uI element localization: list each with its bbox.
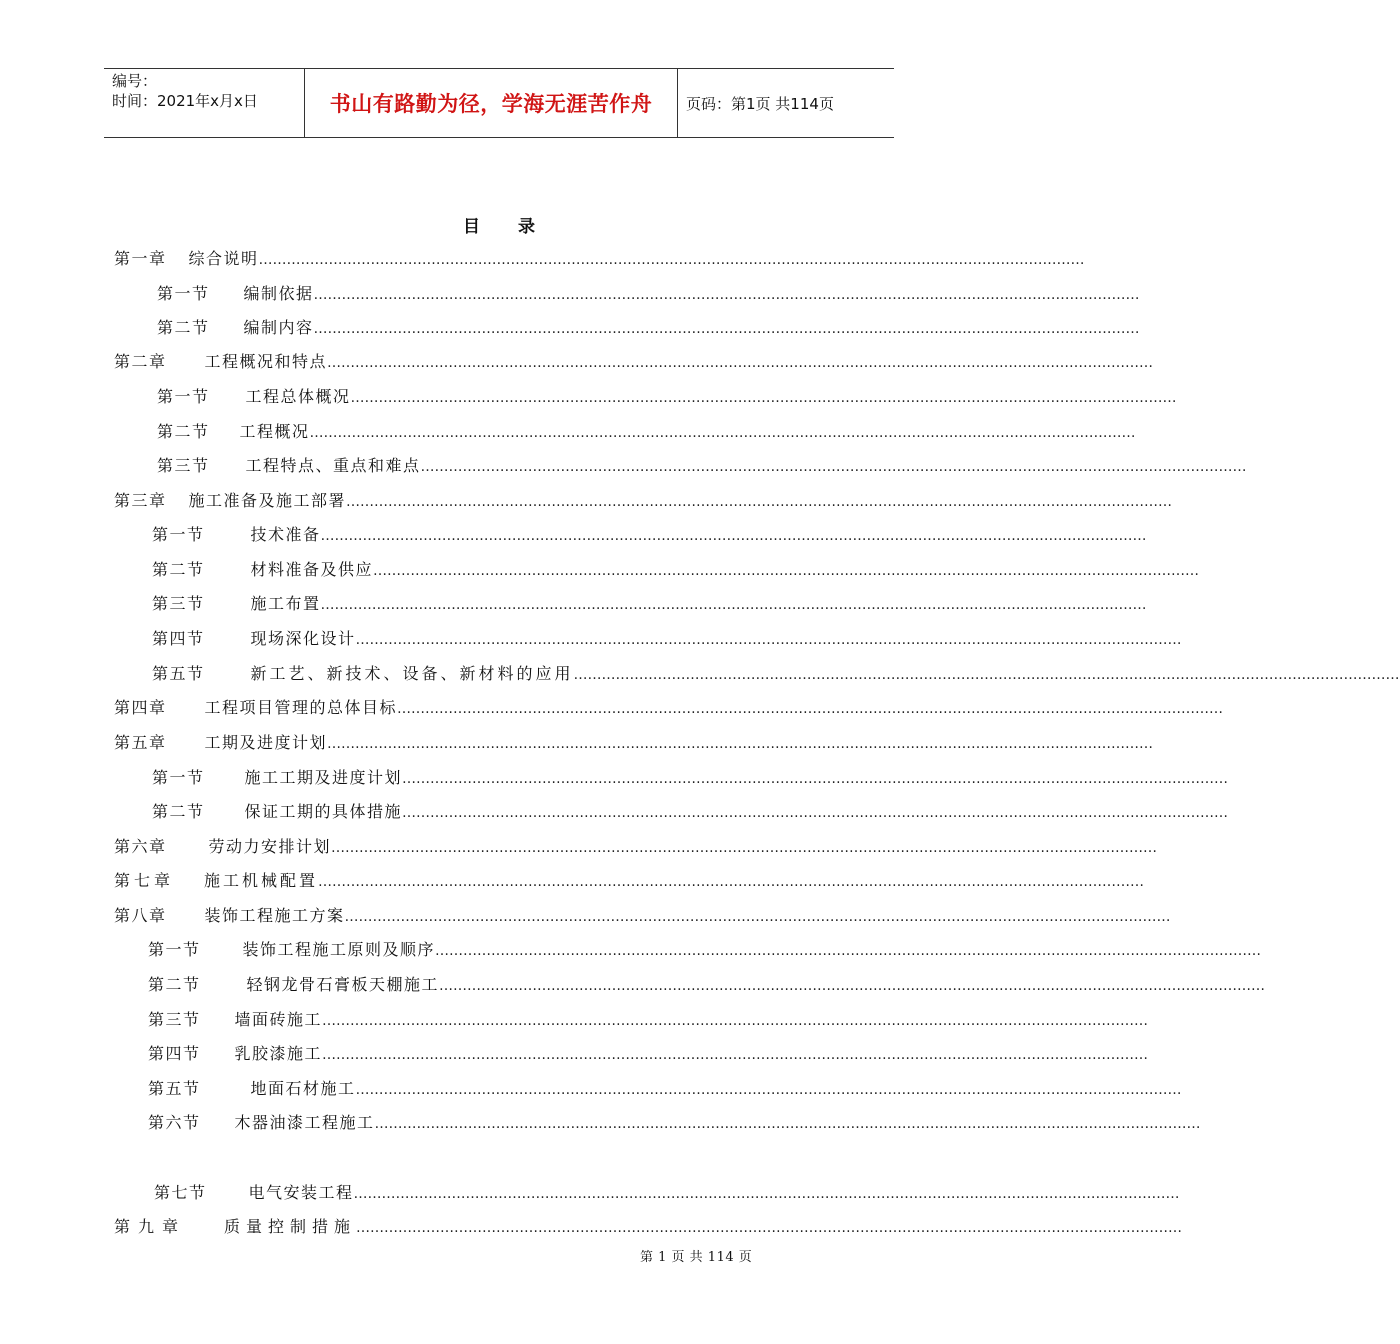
toc-entry-title: 地面石材施工 xyxy=(250,1079,356,1098)
toc-entry[interactable] xyxy=(148,1110,1201,1134)
toc-entry-title: 施工工期及进度计划 xyxy=(244,768,403,787)
header-meta-cell xyxy=(104,69,305,137)
toc-entry-number: 第一节 xyxy=(152,768,205,787)
toc-entry-number: 第五节 xyxy=(148,1079,201,1098)
toc-entry-number: 第二节 xyxy=(148,975,201,994)
toc-entry[interactable] xyxy=(157,281,1140,305)
toc-leader-dots: …………………………………………………………………………………………………………………………………………………………… xyxy=(350,390,1177,406)
toc-leader-dots: …………………………………………………………………………………………………………………………………………………………… xyxy=(309,425,1136,441)
toc-entry-number: 第三章 xyxy=(114,491,167,510)
toc-entry-number: 第四节 xyxy=(152,629,205,648)
toc-leader-dots: …………………………………………………………………………………………………………………………………………………………… xyxy=(322,1047,1149,1063)
toc-entry-title: 质量控制措施 xyxy=(224,1217,357,1236)
toc-entry-title: 综合说明 xyxy=(188,249,259,268)
toc-entry[interactable] xyxy=(114,246,1085,270)
code-label: 编号： xyxy=(112,72,158,90)
toc-entry[interactable] xyxy=(154,1180,1180,1204)
toc-entry-title: 木器油漆工程施工 xyxy=(234,1113,375,1132)
toc-entry-number: 第一节 xyxy=(157,387,210,406)
toc-entry-number: 第一节 xyxy=(152,525,205,544)
toc-entry-title: 现场深化设计 xyxy=(250,629,356,648)
toc-leader-dots: …………………………………………………………………………………………………………………………………………………………… xyxy=(313,321,1140,337)
document-header xyxy=(104,68,894,138)
toc-entry-title: 新工艺、新技术、设备、新材料的应用 xyxy=(250,664,574,683)
toc-entry[interactable] xyxy=(152,765,1229,789)
header-motto-cell xyxy=(305,69,678,137)
toc-entry[interactable] xyxy=(148,972,1266,996)
toc-entry-title: 施工布置 xyxy=(250,594,321,613)
toc-entry[interactable] xyxy=(157,315,1140,339)
toc-entry-number: 第四章 xyxy=(114,698,167,717)
toc-leader-dots: …………………………………………………………………………………………………………………………………………………………… xyxy=(327,355,1154,371)
toc-leader-dots: …………………………………………………………………………………………………………………………………………………………… xyxy=(402,771,1229,787)
toc-title-char: 录 xyxy=(518,217,535,237)
toc-entry[interactable] xyxy=(148,937,1262,961)
toc-entry[interactable] xyxy=(148,1076,1182,1100)
toc-entry-title: 电气安装工程 xyxy=(248,1183,354,1202)
toc-leader-dots: …………………………………………………………………………………………………………………………………………………………… xyxy=(353,1186,1180,1202)
toc-leader-dots: …………………………………………………………………………………………………………………………………………………………… xyxy=(313,287,1140,303)
toc-entry-title: 墙面砖施工 xyxy=(234,1010,323,1029)
toc-entry-number: 第八章 xyxy=(114,906,167,925)
toc-leader-dots: …………………………………………………………………………………………………………………………………………………………… xyxy=(402,805,1229,821)
toc-entry-title: 施工机械配置 xyxy=(204,871,319,890)
toc-entry[interactable] xyxy=(114,349,1154,373)
page-footer: 第 1 页 共 114 页 xyxy=(640,1250,753,1265)
toc-leader-dots: …………………………………………………………………………………………………………………………………………………………… xyxy=(331,840,1158,856)
toc-title-char: 目 xyxy=(463,217,480,237)
page-label: 页码：第1页 共114页 xyxy=(686,94,834,113)
toc-entry-title: 编制依据 xyxy=(243,284,314,303)
toc-entry[interactable] xyxy=(114,868,1145,892)
toc-entry[interactable] xyxy=(152,557,1200,581)
toc-entry-title: 编制内容 xyxy=(243,318,314,337)
toc-entry[interactable] xyxy=(114,488,1173,512)
toc-leader-dots: …………………………………………………………………………………………………………………………………………………………… xyxy=(320,528,1147,544)
toc-entry-number: 第二节 xyxy=(152,560,205,579)
toc-entry-title: 工程特点、重点和难点 xyxy=(245,456,421,475)
toc-entry-number: 第七章 xyxy=(114,871,175,890)
toc-entry-title: 材料准备及供应 xyxy=(250,560,374,579)
header-page-cell xyxy=(678,69,894,137)
toc-entry-title: 工程概况 xyxy=(239,422,310,441)
toc-leader-dots: …………………………………………………………………………………………………………………………………………………………… xyxy=(355,1082,1182,1098)
toc-entry-number: 第六章 xyxy=(114,837,167,856)
toc-entry[interactable] xyxy=(157,419,1136,443)
toc-entry-number: 第一节 xyxy=(148,940,201,959)
toc-leader-dots: …………………………………………………………………………………………………………………………………………………………… xyxy=(573,667,1400,683)
toc-entry[interactable] xyxy=(152,799,1229,823)
toc-entry-number: 第五章 xyxy=(114,733,167,752)
toc-leader-dots: …………………………………………………………………………………………………………………………………………………………… xyxy=(374,1116,1201,1132)
toc-entry[interactable] xyxy=(152,591,1147,615)
toc-entry-number: 第七节 xyxy=(154,1183,207,1202)
toc-entry-number: 第一节 xyxy=(157,284,210,303)
toc-leader-dots: …………………………………………………………………………………………………………………………………………………………… xyxy=(420,459,1247,475)
toc-entry-number: 第三节 xyxy=(152,594,205,613)
toc-entry-title: 工期及进度计划 xyxy=(204,733,328,752)
toc-entry[interactable] xyxy=(157,453,1247,477)
toc-leader-dots: …………………………………………………………………………………………………………………………………………………………… xyxy=(318,874,1145,890)
toc-entry-number: 第五节 xyxy=(152,664,205,683)
toc-entry[interactable] xyxy=(114,834,1158,858)
toc-entry-title: 施工准备及施工部署 xyxy=(188,491,347,510)
toc-entry[interactable] xyxy=(148,1007,1149,1031)
toc-entry[interactable] xyxy=(152,626,1182,650)
toc-entry[interactable] xyxy=(148,1041,1149,1065)
toc-leader-dots: …………………………………………………………………………………………………………………………………………………………… xyxy=(320,597,1147,613)
toc-leader-dots: …………………………………………………………………………………………………………………………………………………………… xyxy=(355,632,1182,648)
toc-leader-dots: …………………………………………………………………………………………………………………………………………………………… xyxy=(258,252,1085,268)
toc-entry-number: 第九章 xyxy=(114,1217,187,1236)
toc-entry-number: 第三节 xyxy=(148,1010,201,1029)
toc-entry-title: 劳动力安排计划 xyxy=(208,837,332,856)
toc-entry[interactable] xyxy=(114,695,1224,719)
toc-entry[interactable] xyxy=(157,384,1177,408)
toc-leader-dots: …………………………………………………………………………………………………………………………………………………………… xyxy=(439,978,1266,994)
toc-leader-dots: …………………………………………………………………………………………………………………………………………………………… xyxy=(322,1013,1149,1029)
toc-entry-title: 技术准备 xyxy=(250,525,321,544)
toc-entry-number: 第六节 xyxy=(148,1113,201,1132)
toc-leader-dots: …………………………………………………………………………………………………………………………………………………………… xyxy=(356,1220,1183,1236)
toc-entry[interactable] xyxy=(114,903,1171,927)
toc-leader-dots: …………………………………………………………………………………………………………………………………………………………… xyxy=(344,909,1171,925)
toc-entry-title: 装饰工程施工方案 xyxy=(204,906,345,925)
toc-entry-number: 第二章 xyxy=(114,352,167,371)
toc-entry-number: 第二节 xyxy=(157,422,210,441)
toc-entry[interactable] xyxy=(152,661,1400,685)
toc-entry-title: 工程项目管理的总体目标 xyxy=(204,698,398,717)
toc-leader-dots: …………………………………………………………………………………………………………………………………………………………… xyxy=(373,563,1200,579)
toc-entry-number: 第二节 xyxy=(157,318,210,337)
toc-entry-title: 装饰工程施工原则及顺序 xyxy=(242,940,436,959)
toc-entry-title: 保证工期的具体措施 xyxy=(244,802,403,821)
toc-entry-title: 工程总体概况 xyxy=(245,387,351,406)
toc-entry[interactable] xyxy=(152,522,1147,546)
toc-entry[interactable] xyxy=(114,1214,1183,1238)
toc-entry-number: 第三节 xyxy=(157,456,210,475)
toc-entry-title: 工程概况和特点 xyxy=(204,352,328,371)
toc-entry-title: 轻钢龙骨石膏板天棚施工 xyxy=(246,975,440,994)
toc-leader-dots: …………………………………………………………………………………………………………………………………………………………… xyxy=(327,736,1154,752)
toc-leader-dots: …………………………………………………………………………………………………………………………………………………………… xyxy=(397,701,1224,717)
toc-leader-dots: …………………………………………………………………………………………………………………………………………………………… xyxy=(435,943,1262,959)
toc-title xyxy=(463,212,535,237)
time-label: 时间：2021年x月x日 xyxy=(112,92,258,110)
toc-leader-dots: …………………………………………………………………………………………………………………………………………………………… xyxy=(346,494,1173,510)
toc-entry-number: 第二节 xyxy=(152,802,205,821)
toc-entry-number: 第四节 xyxy=(148,1044,201,1063)
toc-entry-number: 第一章 xyxy=(114,249,167,268)
toc-entry-title: 乳胶漆施工 xyxy=(234,1044,323,1063)
motto-text: 书山有路勤为径，学海无涯苦作舟 xyxy=(329,92,653,116)
toc-entry[interactable] xyxy=(114,730,1154,754)
